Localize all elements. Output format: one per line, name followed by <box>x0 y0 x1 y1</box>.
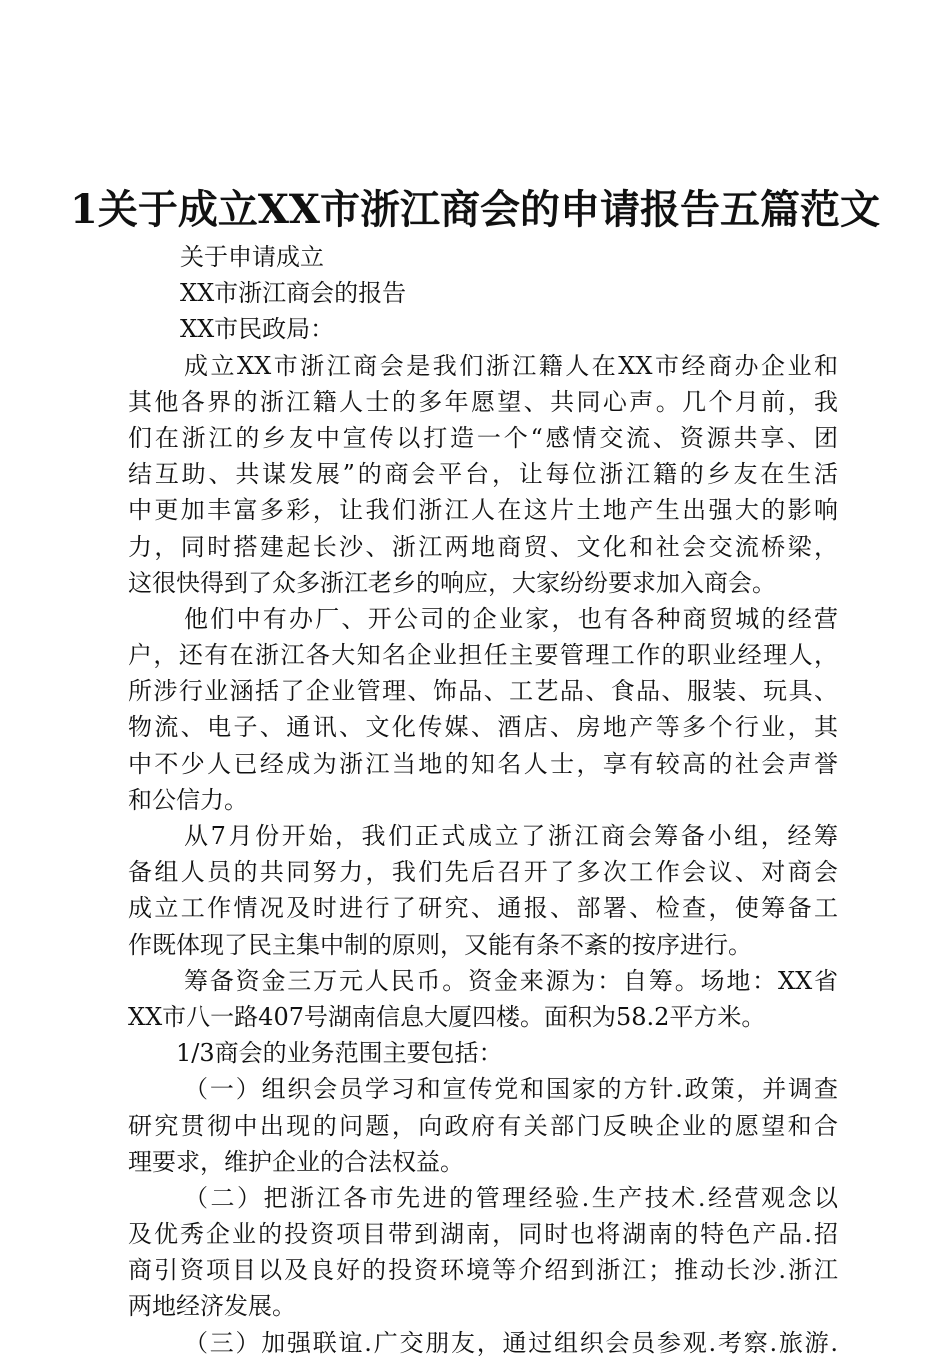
paragraph-line: 中不少人已经成为浙江当地的知名人士，享有较高的社会声誉 <box>128 749 838 778</box>
paragraph-line: 和公信力。 <box>128 785 248 814</box>
list-item-line: 理要求，维护企业的合法权益。 <box>128 1147 464 1176</box>
paragraph-line: 这很快得到了众多浙江老乡的响应，大家纷纷要求加入商会。 <box>128 568 776 597</box>
paragraph-line: 成立工作情况及时进行了研究、通报、部署、检查，使筹备工 <box>128 894 838 923</box>
paragraph-line: 物流、电子、通讯、文化传媒、酒店、房地产等多个行业，其 <box>128 713 838 742</box>
paragraph-line: 1/3商会的业务范围主要包括： <box>176 1039 503 1068</box>
document-title: 1关于成立XX市浙江商会的申请报告五篇范文 <box>70 186 880 233</box>
document-body <box>128 239 838 1361</box>
paragraph-line: 所涉行业涵括了企业管理、饰品、工艺品、食品、服装、玩具、 <box>128 677 838 706</box>
heading-line: 关于申请成立 <box>180 243 324 271</box>
paragraph-line: 备组人员的共同努力，我们先后召开了多次工作会议、对商会 <box>128 858 838 887</box>
heading-line: XX市浙江商会的报告 <box>180 279 407 308</box>
paragraph-line: 作既体现了民主集中制的原则，又能有条不紊的按序进行。 <box>128 930 752 959</box>
paragraph-line: XX市八一路407号湖南信息大厦四楼。面积为58.2平方米。 <box>128 1002 766 1031</box>
paragraph-line: 中更加丰富多彩，让我们浙江人在这片土地产生出强大的影响 <box>128 496 838 525</box>
list-item-line: （三）加强联谊.广交朋友，通过组织会员参观.考察.旅游. <box>184 1328 838 1357</box>
paragraph-line: 成立XX市浙江商会是我们浙江籍人在XX市经商办企业和 <box>184 351 838 380</box>
paragraph-line: 户，还有在浙江各大知名企业担任主要管理工作的职业经理人， <box>128 641 838 670</box>
list-item-line: 商引资项目以及良好的投资环境等介绍到浙江；推动长沙.浙江 <box>128 1256 838 1285</box>
list-item-line: 研究贯彻中出现的问题，向政府有关部门反映企业的愿望和合 <box>128 1111 838 1140</box>
paragraph-line: 结互助、共谋发展”的商会平台，让每位浙江籍的乡友在生活 <box>128 460 838 489</box>
paragraph-line: 筹备资金三万元人民币。资金来源为：自筹。场地：XX省 <box>184 966 838 995</box>
list-item-line: （一）组织会员学习和宣传党和国家的方针.政策，并调查 <box>184 1075 838 1104</box>
paragraph-line: 其他各界的浙江籍人士的多年愿望、共同心声。几个月前，我 <box>128 387 838 416</box>
list-item-line: 及优秀企业的投资项目带到湖南，同时也将湖南的特色产品.招 <box>128 1220 838 1249</box>
list-item-line: 两地经济发展。 <box>128 1292 296 1321</box>
paragraph-line: 他们中有办厂、开公司的企业家，也有各种商贸城的经营 <box>184 604 838 633</box>
paragraph-line: 力，同时搭建起长沙、浙江两地商贸、文化和社会交流桥梁， <box>128 532 838 561</box>
paragraph-line: 从7月份开始，我们正式成立了浙江商会筹备小组，经筹 <box>184 822 838 850</box>
salutation-line: XX市民政局： <box>180 315 335 344</box>
paragraph-line: 们在浙江的乡友中宣传以打造一个“感情交流、资源共享、团 <box>128 423 838 452</box>
list-item-line: （二）把浙江各市先进的管理经验.生产技术.经营观念以 <box>184 1183 838 1212</box>
